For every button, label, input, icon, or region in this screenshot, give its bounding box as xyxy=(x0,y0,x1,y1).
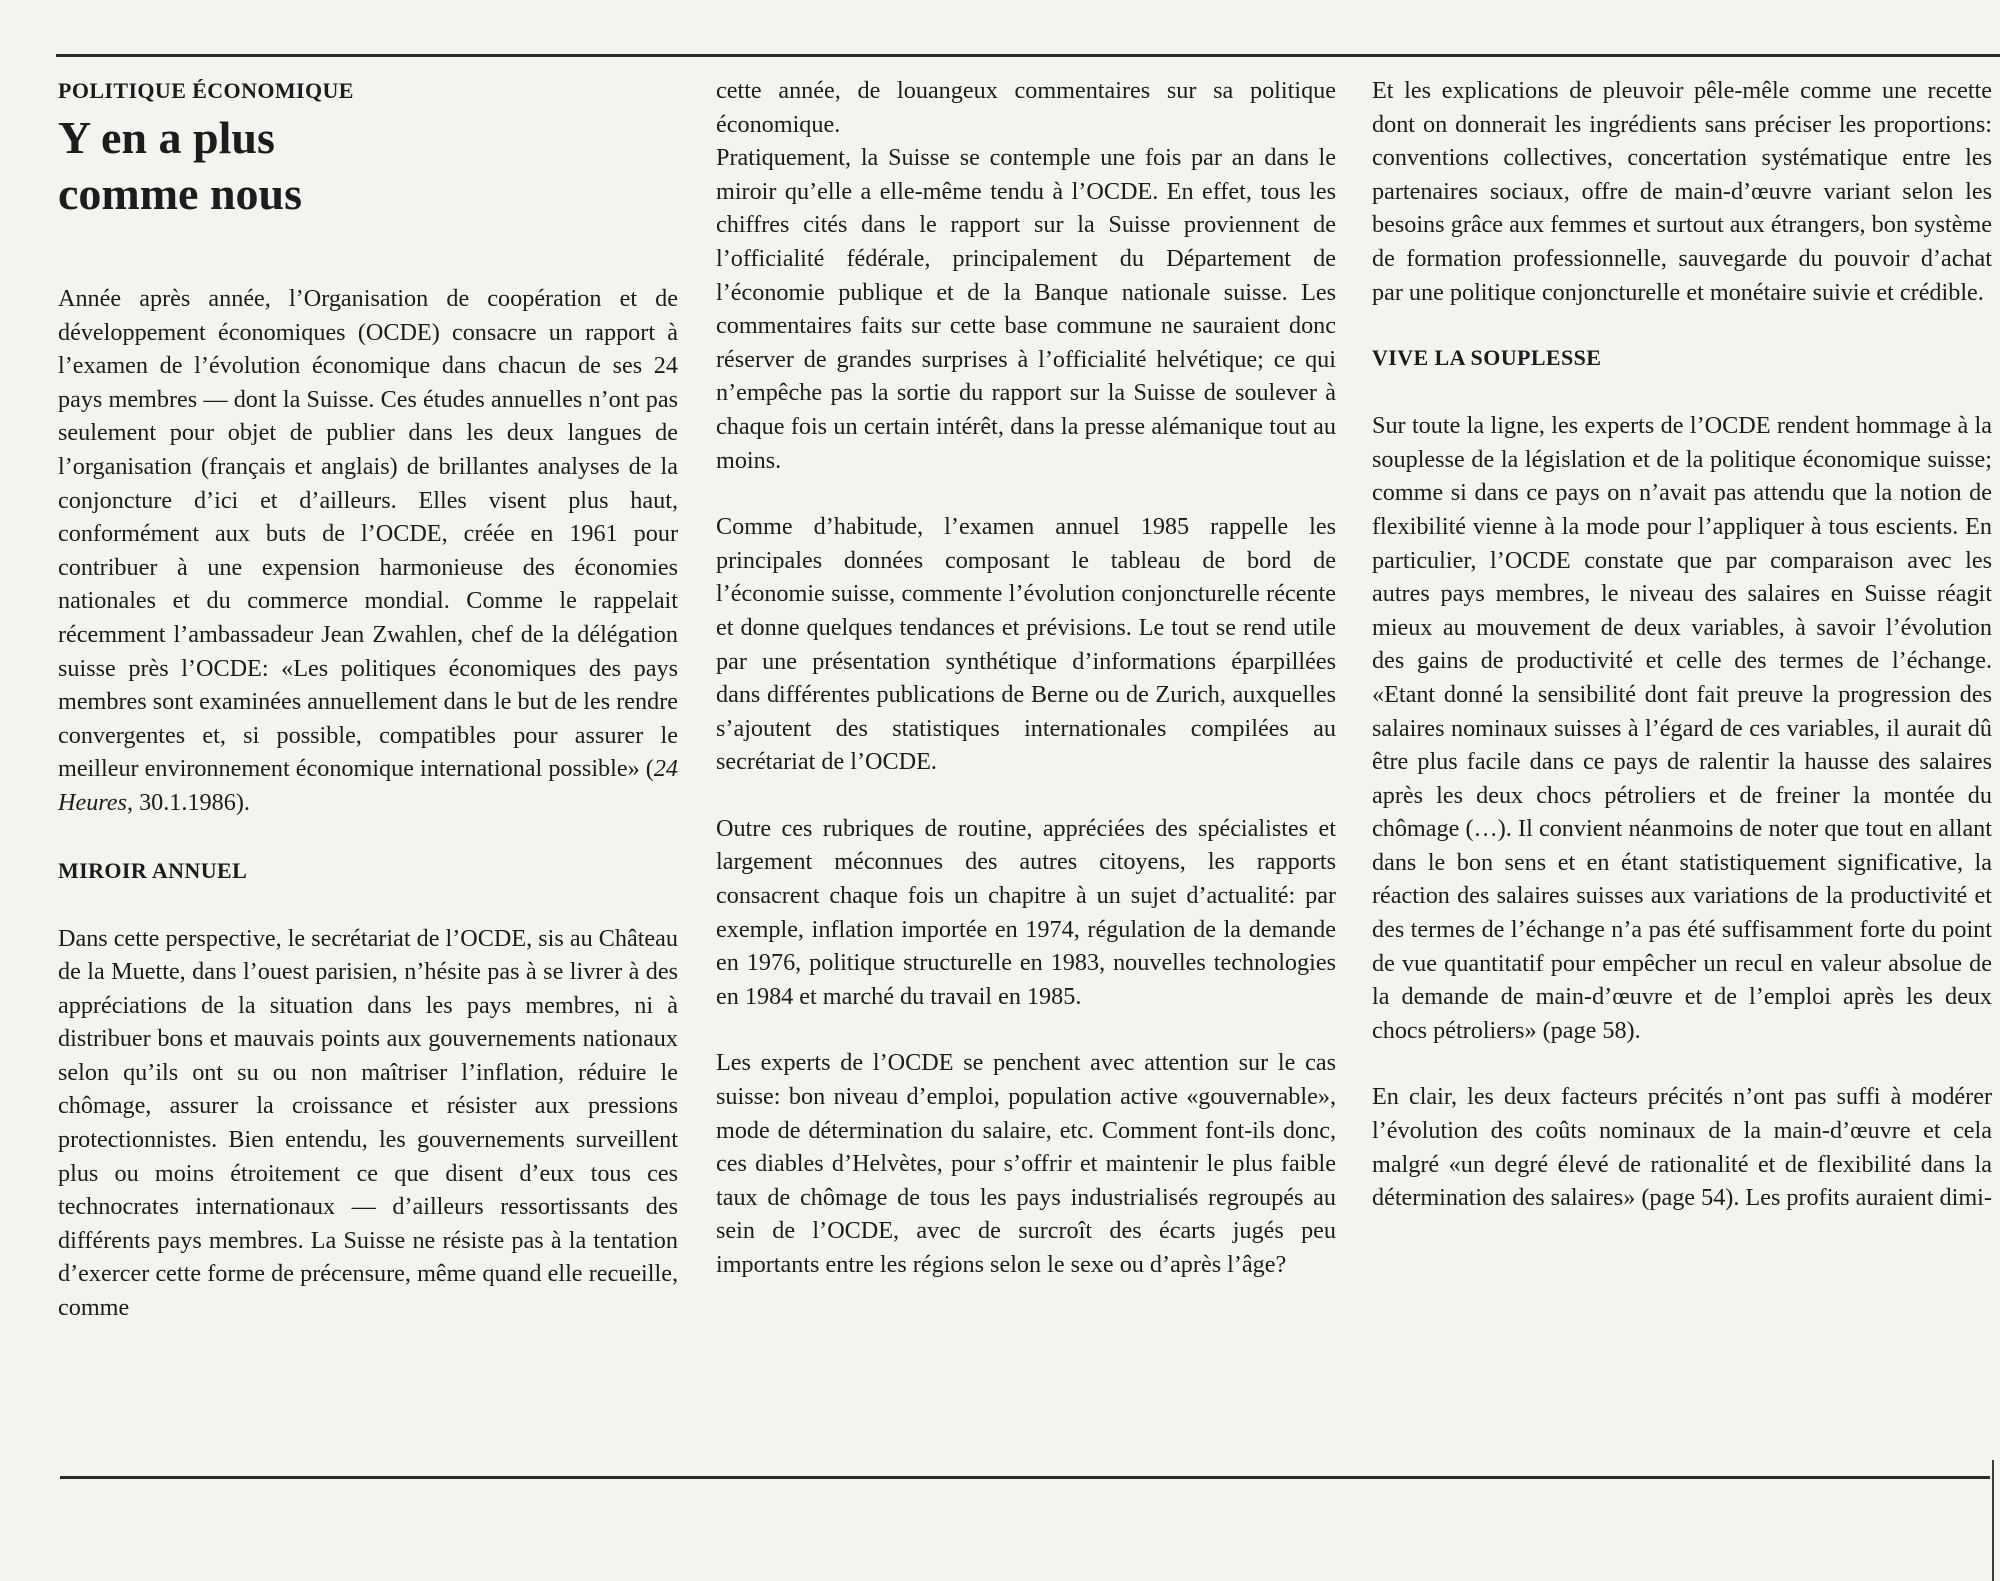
article-headline xyxy=(58,110,678,222)
page-edge-mark xyxy=(1992,1460,1994,1581)
section-kicker: POLITIQUE ÉCONOMIQUE xyxy=(58,78,354,103)
intro-paragraph xyxy=(58,282,678,820)
intro-text-part1: Année après année, l’Organisation de coopération et de développement économiques (OCDE) consacre un rapport à l’examen de l’évolution économique dans chacun de ses 24 pays membres — dont la Suisse. Ces études annuelles n’ont pas seulement pour objet de publier dans les deux langues de l’organisation (français et anglais) de brillantes analyses de la conjoncture d’ici et d’ailleurs. Elles visent plus haut, conformément aux buts de l’OCDE, créée en 1961 pour contribuer à une expension harmonieuse des économies nationales et du commerce mondial. Comme le rappelait récemment l’ambassadeur Jean Zwahlen, chef de la délégation suisse près l’OCDE: «Les politiques économiques des pays membres sont examinées annuellement dans le but de les rendre convergentes et, si possible, compatibles pour assurer le meilleur environnement économique international possible» ( xyxy=(58,285,678,783)
subheading-vive-la-souplesse: VIVE LA SOUPLESSE xyxy=(1372,345,1602,371)
top-rule xyxy=(56,54,2000,57)
headline-line-2: comme nous xyxy=(58,168,303,219)
bottom-rule xyxy=(60,1476,1990,1479)
col2-paragraph-3: Comme d’habitude, l’examen annuel 1985 rappelle les principales données composant le tableau de bord de l’économie suisse, commente l’évolution conjoncturelle récente et donne quelques tendances et prévisions. Le tout se rend utile par une présentation synthétique d’informations éparpillées dans différentes publications de Berne ou de Zurich, auxquelles s’ajoutent des statistiques internationales compilées au secrétariat de l’OCDE. xyxy=(716,513,1336,776)
column-2 xyxy=(716,74,1336,1282)
col2-paragraph-2: Pratiquement, la Suisse se contemple une fois par an dans le miroir qu’elle a elle-même tendu à l’OCDE. En effet, tous les chiffres cités dans le rapport sur la Suisse proviennent de l’officialité fédérale, principalement du Département de l’économie publique et de la Banque nationale suisse. Les commentaires faits sur cette base commune ne sauraient donc réserver de grandes surprises à l’officialité helvétique; ce qui n’empêche pas la sortie du rapport sur la Suisse de soulever à chaque fois un certain intérêt, dans la presse alémanique tout au moins. xyxy=(716,144,1336,474)
col2-paragraph-5: Les experts de l’OCDE se penchent avec attention sur le cas suisse: bon niveau d’emploi, population active «gouvernable», mode de détermination du salaire, etc. Comment font-ils donc, ces diables d’Helvètes, pour s’offrir et maintenir le plus faible taux de chômage de tous les pays industrialisés regroupés au sein de l’OCDE, avec de surcroît des écarts jugés peu importants entre les régions selon le sexe ou d’après l’âge? xyxy=(716,1049,1336,1278)
col2-paragraph-4: Outre ces rubriques de routine, appréciées des spécialistes et largement méconnues des autres citoyens, les rapports consacrent chaque fois un chapitre à un sujet d’actualité: par exemple, inflation importée en 1974, régulation de la demande en 1976, politique structurelle en 1983, nouvelles technologies en 1984 et marché du travail en 1985. xyxy=(716,814,1336,1010)
col3-paragraph-2: Sur toute la ligne, les experts de l’OCDE rendent hommage à la souplesse de la législation et de la politique économique suisse; comme si dans ce pays on n’avait pas attendu que la notion de flexibilité vienne à la mode pour l’appliquer à tous escients. En particulier, l’OCDE constate que par comparaison avec les autres pays membres, le niveau des salaires en Suisse réagit mieux au mouvement de deux variables, à savoir l’évolution des gains de productivité et celle des termes de l’échange. «Etant donné la sensibilité dont fait preuve la progression des salaires nominaux suisses à l’égard de ces variables, il aurait dû être plus facile dans ce pays de ralentir la hausse des salaires après les deux chocs pétroliers et de freiner la montée du chômage (…). Il convient néanmoins de noter que tout en allant dans le bon sens et en étant statistiquement significative, la réaction des salaires suisses aux variations de la productivité et des termes de l’échange n’a pas été suffisamment forte du point de vue quantitatif pour empêcher un recul en valeur absolue de la demande de main-d’œuvre et de l’emploi après les deux chocs pétroliers» (page 58). xyxy=(1372,412,1992,1044)
subheading-miroir-annuel: MIROIR ANNUEL xyxy=(58,857,248,883)
intro-text-part2: , 30.1.1986). xyxy=(126,788,250,816)
col3-paragraph-3: En clair, les deux facteurs précités n’ont pas suffi à modérer l’évolution des coûts nominaux de la main-d’œuvre et cela malgré «un degré élevé de rationalité et de flexibilité dans la détermination des salaires» (page 54). Les profits auraient dimi- xyxy=(1372,1083,1992,1212)
col2-paragraph-1: cette année, de louangeux commentaires sur sa politique économique. xyxy=(716,77,1336,138)
column-1 xyxy=(58,74,678,1325)
intro-source: 24 Heures xyxy=(58,755,678,816)
col3-paragraph-1: Et les explications de pleuvoir pêle-mêle comme une recette dont on donnerait les ingrédients sans préciser les proportions: conventions collectives, concertation systématique entre les partenaires sociaux, offre de main-d’œuvre variant selon les besoins grâce aux femmes et surtout aux étrangers, bon système de formation professionnelle, sauvegarde du pouvoir d’achat par une politique conjoncturelle et monétaire suivie et crédible. xyxy=(1372,77,1992,306)
miroir-paragraph: Dans cette perspective, le secrétariat de l’OCDE, sis au Château de la Muette, dans l’ouest parisien, n’hésite pas à se livrer à des appréciations de la situation dans les pays membres, ni à distribuer bons et mauvais points aux gouvernements nationaux selon qu’ils ont su ou non maîtriser l’inflation, réduire le chômage, assurer la croissance et résister aux pressions protectionnistes. Bien entendu, les gouvernements surveillent plus ou moins étroitement ce que disent d’eux tous ces technocrates internationaux — d’ailleurs ressortissants des différents pays membres. La Suisse ne résiste pas à la tentation d’exercer cette forme de précensure, même quand elle recueille, comme xyxy=(58,924,678,1322)
column-3 xyxy=(1372,74,1992,1215)
headline-line-1: Y en a plus xyxy=(58,112,275,163)
